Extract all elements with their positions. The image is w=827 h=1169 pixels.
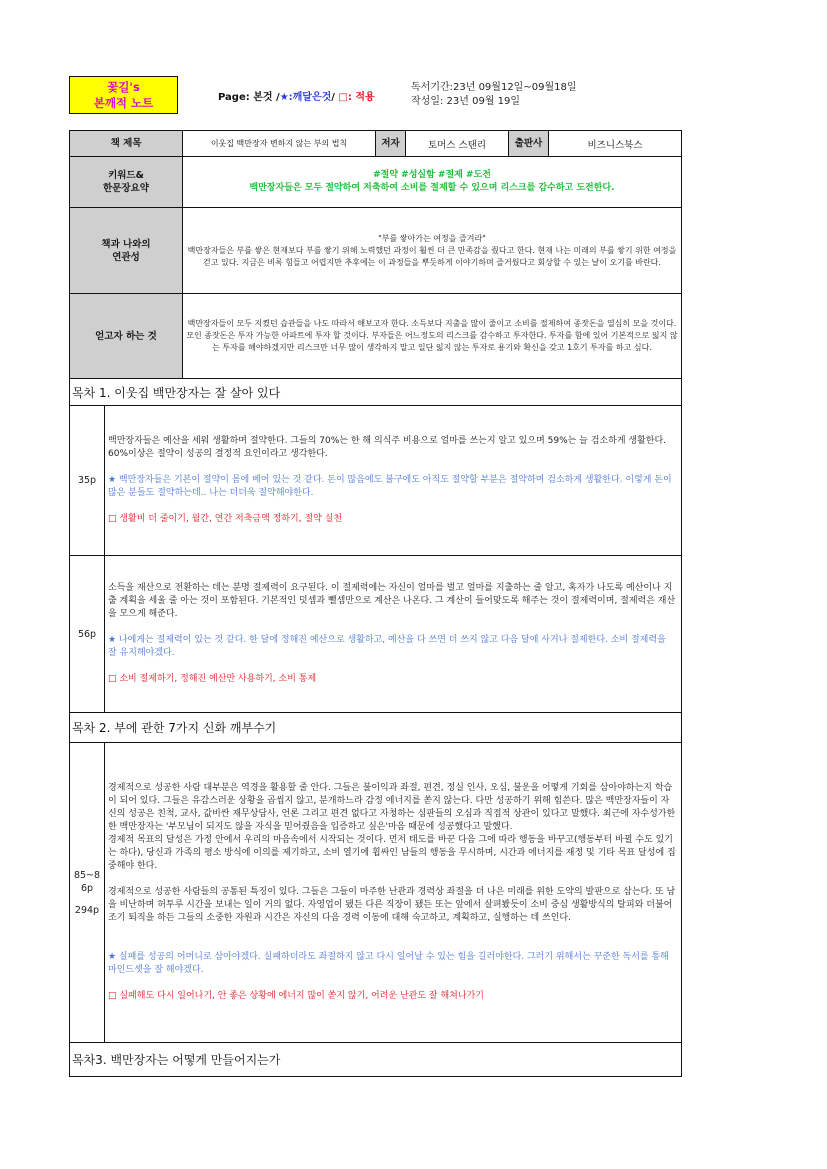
entry-text: 소득을 재산으로 전환하는 데는 분명 절제력이 요구된다. 이 절제력에는 자신이 얼마를 벌고 얼마를 지출하는 줄 알고, 혹자가 나도록 예산이나 지출 계획을 세울 줄 아는 것이 포함된다. 기본적인 덧셈과 뺄셈만으로 계산은 나온다. 그 계산이 들어맞도록 해주는 것이 절제력이며, 절제력은 재산을 모으게 해준다.: [108, 583, 676, 619]
relation-row: [70, 208, 682, 294]
relation-content: [183, 208, 682, 294]
reading-period: 독서기간:23년 09월12일~09월18일: [411, 82, 577, 93]
chapter-3-heading-row: [70, 1043, 682, 1077]
entry-content: [105, 556, 682, 713]
chapter-2-heading-row: [70, 713, 682, 743]
entry-insight: ★ 나에게는 절제력이 있는 것 같다. 한 달에 정해진 예산으로 생활하고, 예산을 다 쓰면 더 쓰지 않고 다음 달에 사거나 절제한다. 소비 절제력을 잘 유지해야겠다.: [108, 635, 666, 658]
page-number: 56p: [70, 556, 105, 713]
page-number: [70, 743, 105, 1043]
book-title: 이웃집 백만장자 변하지 않는 부의 법칙: [183, 131, 376, 157]
book-author: 토머스 스탠리: [406, 131, 509, 157]
goal-label: 얻고자 하는 것: [70, 294, 183, 379]
brand-line-2: 본깨적 노트: [93, 96, 154, 110]
written-date: 작성일: 23년 09월 19일: [411, 96, 521, 107]
book-info-row: [70, 131, 682, 157]
page-number-line-1: 85~8: [73, 869, 101, 881]
relation-label: [70, 208, 183, 294]
legend-prefix: Page: 본것 /: [218, 92, 280, 103]
legend-insight: ★:깨달은것: [279, 92, 332, 103]
summary-keywords: #절약 #성실함 #절제 #도전: [373, 170, 491, 180]
entry-text: 경제적으로 성공한 사람 대부분은 역경을 활용할 줄 안다. 그들은 불이익과 좌절, 편견, 정실 인사, 오심, 불운을 어떻게 기회를 삼아야하는지 학습이 되어 있다. 그들은 유감스러운 상황을 곱씹지 않고, 분개하느라 감정 에너지를 쏟지 않는다. 다만 성공하기 위해 힘쓴다. 많은 백만장자들이 자신의 성공은 친척, 교사, 값비싼 재무상담사, 언론 그리고 편견 없다고 자청하는 심판들의 오심과 직접적 상관이 있다고 말했다. 최근에 자수성가한 한 백만장자는 '부모님이 되지도 않을 자식을 믿어줬음을 입증하고 싶은'마음 때문에 성공했다고 말했다.: [108, 783, 676, 832]
chapter-1-heading-row: [70, 379, 682, 406]
legend-separator: /: [331, 92, 339, 103]
entry-action: □ 소비 절제하기, 정해진 예산만 사용하기, 소비 통제: [108, 674, 317, 684]
entry-text: 백만장자들은 예산을 세워 생활하며 절약한다. 그들의 70%는 한 해 의식주 비용으로 얼마를 쓰는지 알고 있으며 59%는 늘 검소하게 생활한다. 60%이상은 절약이 성공의 결정적 요인이라고 생각한다.: [108, 436, 667, 459]
title-label: 책 제목: [70, 131, 183, 157]
chapter-2-entry-1: [70, 743, 682, 1043]
legend-action: □: 적용: [338, 92, 375, 103]
relation-quote: "부를 쌓아가는 여정을 즐겨라": [378, 233, 486, 243]
entry-insight: ★ 백만장자들은 기본이 절약이 몸에 베어 있는 것 같다. 돈이 많음에도 불구에도 아직도 절약할 부분은 절약하며 검소하게 생활한다. 이렇게 돈이 많은 분들도 절약하는데.. 나는 더더욱 절약해야한다.: [108, 475, 672, 498]
page-number-line-3: 294p: [74, 904, 100, 916]
brand-box: [69, 76, 178, 114]
summary-sentence: 백만장자들은 모두 절약하여 저축하여 소비를 절제할 수 있으며 리스크를 감수하고 도전한다.: [249, 183, 615, 193]
entry-content: [105, 406, 682, 556]
entry-text: 경제적으로 성공한 사람들의 공통된 특징이 있다. 그들은 그들이 마주한 난관과 경력상 좌절을 더 나은 미래를 위한 도약의 발판으로 삼는다. 또 남을 비난하며 허투루 시간을 보내는 일이 거의 없다. 자영업이 됐든 다른 직장이 됐든 또는 앞에서 살펴봤듯이 소비 중심 생활방식의 탈피와 더불어 조기 퇴직을 하든 그들의 소중한 자원과 시간은 자신의 다음 경력 이동에 대해 숙고하고, 계획하고, 실행하는 데 쓰인다.: [108, 887, 676, 923]
entry-content: [105, 743, 682, 1043]
entry-text: 경제적 목표의 달성은 가정 안에서 우리의 마음속에서 시작되는 것이다. 먼저 태도를 바꾼 다음 그에 따라 행동을 바꾸고(행동부터 바뀔 수도 있기는 하다), 당신과 가족의 평소 방식에 이의를 제기하고, 소비 열기에 휩싸인 남들의 행동을 무시하며, 시간과 에너지를 재정 및 기타 목표 달성에 집중해야 한다.: [108, 835, 676, 871]
chapter-1-entry-2: [70, 556, 682, 713]
chapter-2-title: 목차 2. 부에 관한 7가지 신화 깨부수기: [70, 713, 682, 743]
entry-action: □ 실패해도 다시 일어나기, 안 좋은 상황에 에너지 많이 쏟지 않기, 어려운 난관도 잘 해쳐나가기: [108, 991, 484, 1001]
book-publisher: 비즈니스북스: [549, 131, 682, 157]
legend: [218, 88, 375, 103]
dates-block: [411, 81, 577, 109]
summary-label-line-2: 한문장요약: [103, 183, 149, 194]
goal-row: [70, 294, 682, 379]
summary-content: [183, 157, 682, 208]
entry-action: □ 생활비 더 줄이기, 월간, 연간 저축금액 정하기, 절약 실천: [108, 514, 343, 524]
publisher-label: 출판사: [509, 131, 549, 157]
summary-row: [70, 157, 682, 208]
brand-line-1: 꽃길's: [107, 80, 140, 94]
summary-label: [70, 157, 183, 208]
author-label: 저자: [376, 131, 406, 157]
relation-label-line-2: 연관성: [112, 251, 140, 263]
entry-insight: ★ 실패를 성공의 어머니로 삼아야겠다. 실패하더라도 좌절하지 않고 다시 일어날 수 있는 힘을 길러야한다. 그러기 위해서는 꾸준한 독서를 통해 마인드셋을 잘 해야겠다.: [108, 952, 669, 975]
page-number: 35p: [70, 406, 105, 556]
goal-text: 백만장자들이 모두 지켰던 습관들을 나도 따라서 해보고자 한다. 소득보다 지출을 많이 줄이고 소비를 절제하여 종잣돈을 열심히 모을 것이다. 모인 종잣돈은 투자 가능한 아파트에 투자 할 것이다. 부자들은 어느정도의 리스크를 감수하고 투자한다. 투자를 함에 있어 기본적으로 잃지 않는 투자를 해야하겠지만 리스크만 너무 많이 생각하지 말고 일단 잃지 않는 투자로 용기와 확신을 갖고 1호기 투자를 하고 싶다.: [183, 294, 682, 379]
relation-label-line-1: 책과 나와의: [101, 238, 151, 250]
note-table: [69, 130, 682, 1077]
chapter-3-title: 목차3. 백만장자는 어떻게 만들어지는가: [70, 1043, 682, 1077]
summary-label-line-1: 키워드&: [108, 170, 144, 181]
chapter-1-title: 목차 1. 이웃집 백만장자는 잘 살아 있다: [70, 379, 682, 406]
page-number-line-2: 6p: [80, 882, 94, 894]
chapter-1-entry-1: [70, 406, 682, 556]
relation-text: 백만장자들은 부를 쌓은 현재보다 부를 쌓기 위해 노력했던 과정이 훨씬 더 큰 만족감을 줬다고 한다. 현재 나는 미래의 부를 쌓기 위한 여정을 걷고 있다. 지금은 비록 힘들고 어렵지만 추후에는 이 과정들을 뿌듯하게 이야기하며 즐거웠다고 회상할 수 있는 날이 오기를 바란다.: [187, 245, 677, 267]
